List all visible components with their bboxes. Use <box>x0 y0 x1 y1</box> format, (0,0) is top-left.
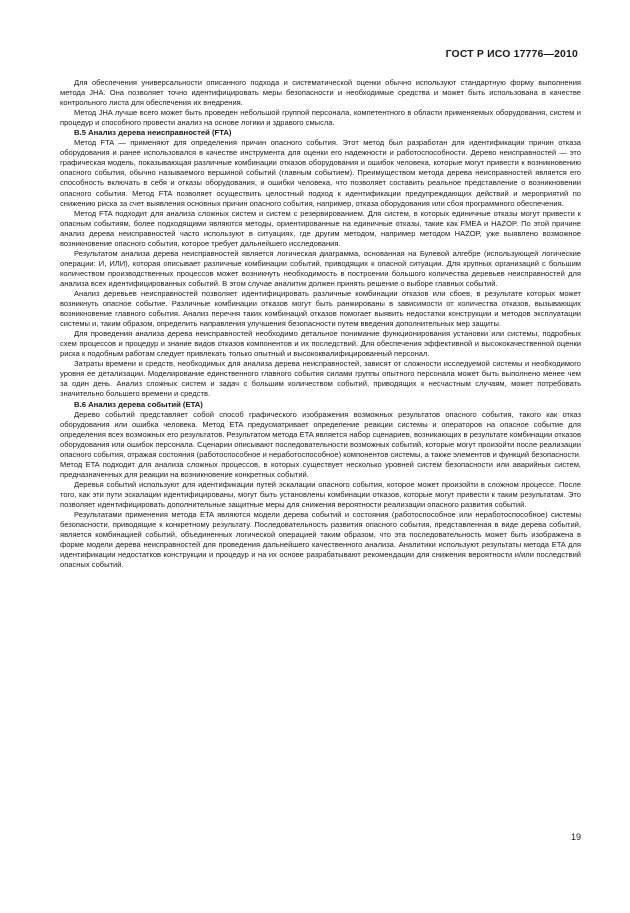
paragraph: Деревья событий используют для идентификации путей эскалации опасного события, которое может произойти в сложном процессе. После того, как эти пути эскалации идентифицированы, могут быть установлены комбинации отказов, которые могут привести к таким результатам. Это позволяет идентифицировать дополнительные защитные меры для снижения вероятности реализации опасного развития событий. <box>60 479 581 509</box>
section-heading: В.6 Анализ дерева событий (ETA) <box>74 399 203 409</box>
paragraph: Для обеспечения универсальности описанного подхода и систематической оценки обычно используют стандартную форму выполнения метода JHA. Она позволяет точно идентифицировать меры безопасности и необходимые средства и может быть использована в качестве контрольного листа для обеспечения их внедрения. <box>60 78 581 108</box>
paragraph: Дерево событий представляет собой способ графического изображения возможных результатов опасного события, такого как отказ оборудования или ошибка человека. Метод ETA предусматривает определение реакции системы и операторов на опасное событие для определения всех возможных его результатов. Результатом метода ETA является набор сценариев, возникающих в результате комбинации отказов оборудования или ошибок персонала. Сценарии описывают последовательности возможных событий, которые могут произойти после реализации опасного события, отражая состояния (работоспособное и неработоспособное) компонентов системы, а также элементов и функций безопасности. Метод ETA подходит для анализа сложных процессов, в которых существует несколько уровней систем безопасности или аварийных систем, предназначенных для реакции на возникновение конкретных событий. <box>60 409 581 479</box>
paragraph: Результатами применения метода ETA являются модели дерева событий и состояния (работоспособное или неработоспособное) системы безопасности, приводящие к конкретному результату. Последовательность развития опасного события, представленная в виде дерева событий, является комбинацией событий, объединенных логической операцией таким образом, что эта последовательность может быть изображена в форме модели дерева неисправностей для проведения дальнейшего качественного анализа. Аналитики используют результаты метода ETA для идентификации недостатков конструкции и процедур и на их основе разрабатывают рекомендации для снижения вероятности и/или последствий опасных событий. <box>60 510 581 570</box>
paragraph: Анализ деревьев неисправностей позволяет идентифицировать различные комбинации отказов или сбоев, в результате которых может возникнуть опасное событие. Различные комбинации отказов могут быть ранжированы в зависимости от количества отказов, вызывающих возникновение главного события. Анализ перечня таких комбинаций отказов помогает выявить недостатки конструкции и методов эксплуатации системы и, таким образом, определить направления улучшения безопасности путем введения дополнительных мер защиты. <box>60 288 581 329</box>
paragraph: Метод JHA лучше всего может быть проведен небольшой группой персонала, компетентного в области применяемых оборудования, систем и процедур и способного провести анализ на основе логики и здравого смысла. <box>60 108 581 128</box>
paragraph: Метод FTA — применяют для определения причин опасного события. Этот метод был разработан для идентификации причин отказа оборудования и ранее использовался в качестве инструмента для оценки его надежности и работоспособности. Дерево неисправностей — это графическая модель, показывающая различные комбинации отказов оборудования и ошибок человека, которые могут привести к возникновению опасного события, обычно называемого вершиной событий (главным событием). Преимуществом метода дерева неисправностей является его способность включать в себя и отказы оборудования, и ошибки человека, что позволяет составить реальное представление о возникновении опасного события. Метод FTA позволяет осуществить целостный подход к идентификации предупреждающих действий и мероприятий по снижению риска за счет выявления основных причин опасного события, например, отказа оборудования или сбоя программного обеспечения. <box>60 138 581 208</box>
section-heading: В.5 Анализ дерева неисправностей (FTA) <box>74 128 232 138</box>
document-body <box>60 78 581 570</box>
paragraph: Результатом анализа дерева неисправностей является логическая диаграмма, основанная на Булевой алгебре (использующей логические операции: И, ИЛИ), которая описывает различные комбинации событий, приводящих к опасной ситуации. Для крупных организаций с большим количеством производственных процессов может возникнуть необходимость в построении большого количества деревьев неисправностей для анализа всех идентифицированных событий. В этом случае аналитик должен принять решение о выборе главных событий. <box>60 248 581 288</box>
paragraph: Метод FTA подходит для анализа сложных систем и систем с резервированием. Для систем, в которых единичные отказы могут привести к опасным событиям, более подходящими являются методы, ориентированные на единичные отказы, такие как FMEA и HAZOP. По этой причине анализ дерева неисправностей часто используют в ситуациях, где другим методом, например методом HAZOP, уже выявлено возможное возникновение опасного события, которое требует дальнейшего исследования. <box>60 208 581 248</box>
document-standard-id: ГОСТ Р ИСО 17776—2010 <box>445 49 578 60</box>
page-number: 19 <box>570 832 581 842</box>
paragraph: Для проведения анализа дерева неисправностей необходимо детальное понимание функционирования установки или системы, подробных схем процессов и процедур и знание видов отказов компонентов и их последствий. Для обеспечения эффективной и высококачественной оценки риска к подобным работам следует привлекать только опытный и высококвалифицированный персонал. <box>60 329 581 359</box>
paragraph: Затраты времени и средств, необходимых для анализа дерева неисправностей, зависят от сложности исследуемой системы и необходимого уровня ее детализации. Моделирование единственного главного события силами группы опытного персонала может быть выполнено менее чем за один день. Анализ сложных систем и задач с большим количеством событий, приводящих к несчастным случаям, может потребовать значительно большего времени и средств. <box>60 359 581 399</box>
